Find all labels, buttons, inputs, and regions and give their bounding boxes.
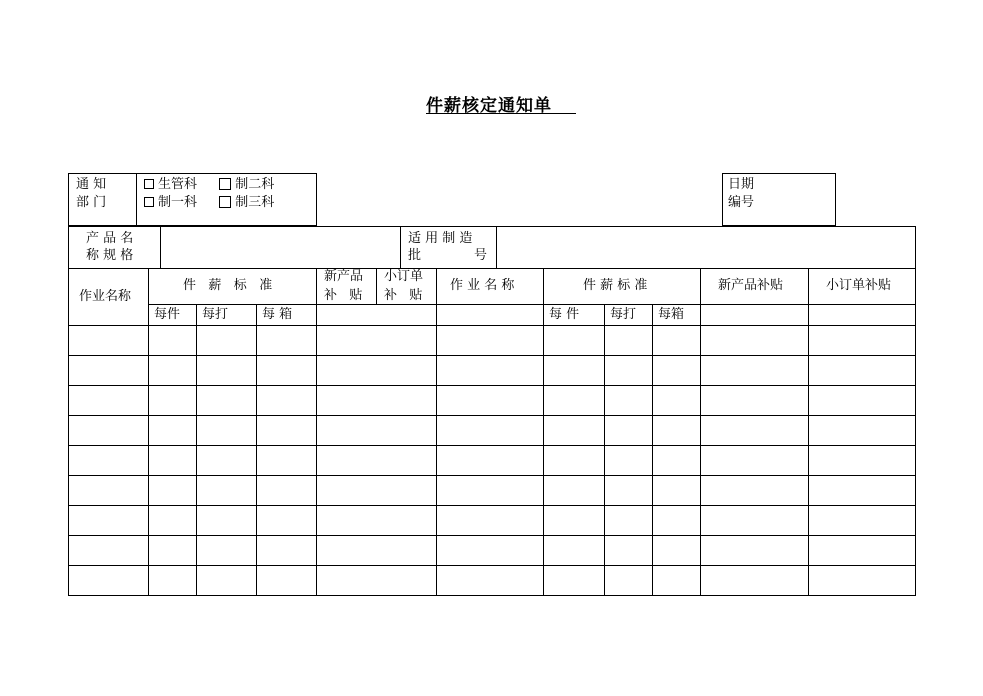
subheader-per-dozen-left: 每打 bbox=[202, 307, 229, 322]
subheader-per-piece-left: 每件 bbox=[154, 307, 181, 322]
header-piece-standard-right: 件 薪 标 准 bbox=[583, 278, 648, 293]
header-small-order-right: 小订单补贴 bbox=[826, 278, 892, 293]
header-new-product-line1: 新产品 bbox=[324, 269, 364, 284]
product-name-label-line2: 称 规 格 bbox=[86, 248, 134, 263]
number-label: 编号 bbox=[728, 195, 755, 210]
subheader-per-box-left: 每 箱 bbox=[262, 307, 293, 322]
header-operation-name-left: 作业名称 bbox=[79, 289, 132, 304]
header-small-order-line1: 小订单 bbox=[384, 269, 424, 284]
header-piece-standard-left: 件 薪 标 准 bbox=[183, 278, 273, 293]
subheader-per-dozen-right: 每打 bbox=[610, 307, 637, 322]
batch-label-line2b: 号 bbox=[474, 248, 488, 263]
header-new-product-right: 新产品补贴 bbox=[718, 278, 784, 293]
option-label: 制三科 bbox=[235, 195, 275, 210]
batch-label-line2a: 批 bbox=[408, 248, 422, 263]
batch-label-line1: 适 用 制 造 bbox=[408, 231, 473, 246]
document-title: 件薪核定通知单 bbox=[426, 91, 576, 114]
option-label: 生管科 bbox=[158, 177, 198, 192]
subheader-per-piece-right: 每 件 bbox=[549, 307, 580, 322]
header-new-product-line2: 补 贴 bbox=[324, 288, 363, 303]
notify-label-line2: 部 门 bbox=[76, 195, 107, 210]
header-small-order-line2: 补 贴 bbox=[384, 288, 423, 303]
option-label: 制一科 bbox=[158, 195, 198, 210]
date-label: 日期 bbox=[728, 177, 755, 192]
notify-label-line1: 通 知 bbox=[76, 177, 107, 192]
header-operation-name-right: 作 业 名 称 bbox=[450, 278, 515, 293]
product-name-label-line1: 产 品 名 bbox=[86, 231, 134, 246]
subheader-per-box-right: 每箱 bbox=[658, 307, 685, 322]
option-label: 制二科 bbox=[235, 177, 275, 192]
